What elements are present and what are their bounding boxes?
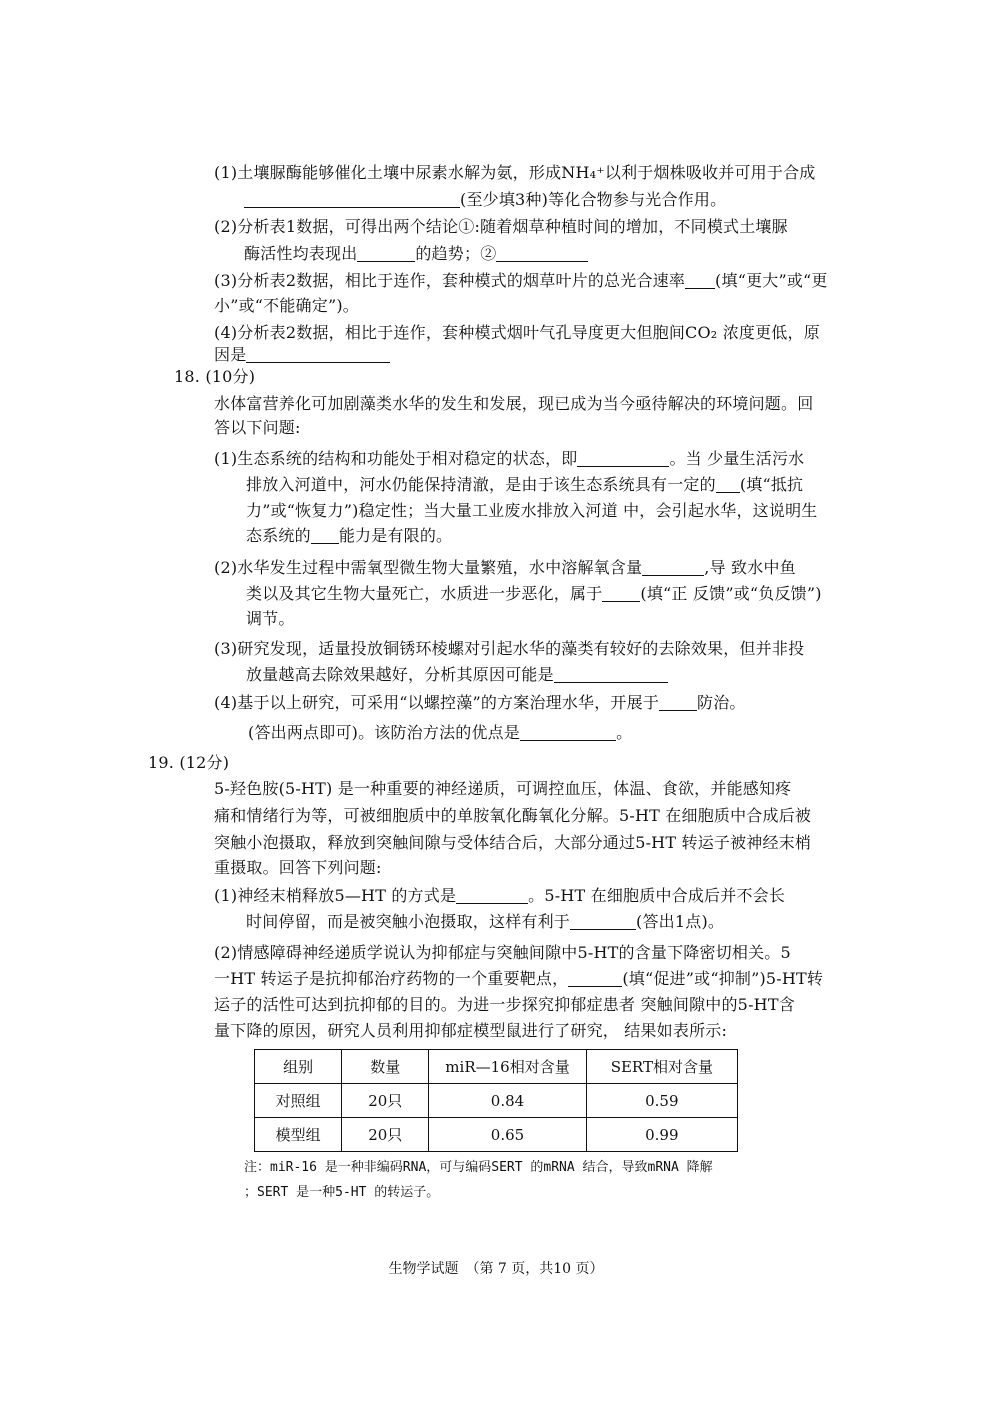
answer-blank[interactable] <box>311 527 339 544</box>
q19-part1-line1 <box>214 885 785 907</box>
text: (1)生态系统的结构和功能处于相对稳定的状态，即 <box>214 449 578 468</box>
text: 。5-HT 在细胞质中合成后并不会长 <box>528 886 786 905</box>
table-header-row <box>255 1050 738 1084</box>
answer-blank[interactable] <box>520 724 616 741</box>
text: 的趋势；② <box>415 244 497 263</box>
q17-part1-line1: (1)土壤脲酶能够催化土壤中尿素水解为氨，形成NH₄⁺以利于烟株吸收并可用于合成 <box>214 163 816 182</box>
q19-intro-line3: 突触小泡摄取，释放到突触间隙与受体结合后，大部分通过5-HT 转运子被神经末梢 <box>214 833 812 852</box>
q18-part2-line3: 调节。 <box>246 609 295 628</box>
table-header-cell: 组别 <box>255 1050 342 1084</box>
table-cell: 0.84 <box>429 1084 586 1118</box>
answer-blank[interactable] <box>246 346 390 363</box>
answer-blank[interactable] <box>685 272 715 289</box>
text: 防治。 <box>697 693 746 712</box>
text: 时间停留，而是被突触小泡摄取，这样有利于 <box>246 912 571 931</box>
q18-part1-line3: 力”或“恢复力”)稳定性；当大量工业废水排放入河道 中，会引起水华，这说明生 <box>246 501 818 520</box>
q18-intro-line1: 水体富营养化可加剧藻类水华的发生和发展，现已成为当今亟待解决的环境问题。回 <box>214 394 814 413</box>
q17-part3-line2: 小”或“不能确定”)。 <box>214 296 359 315</box>
text: (3)分析表2数据，相比于连作，套种模式的烟草叶片的总光合速率 <box>214 271 686 290</box>
text: 酶活性均表现出 <box>244 244 358 263</box>
text: 排放入河道中，河水仍能保持清澈，是由于该生态系统具有一定的 <box>246 475 716 494</box>
q19-part1-line2 <box>246 911 724 933</box>
table-cell: 0.65 <box>429 1118 586 1152</box>
text: (填“促进”或“抑制”)5-HT转 <box>622 969 824 988</box>
table-row <box>255 1118 738 1152</box>
q19-intro-line1: 5-羟色胺(5-HT) 是一种重要的神经递质，可调控血压，体温、食欲，并能感知疼 <box>214 779 792 798</box>
question-19-header: 19. (12分) <box>148 753 230 772</box>
text: 一HT 转运子是抗抑郁治疗药物的一个重要靶点， <box>214 969 569 988</box>
results-table <box>254 1049 738 1152</box>
table-note-line2: ；SERT 是一种5-HT 的转运子。 <box>244 1185 440 1200</box>
q18-part1-line4 <box>246 525 452 547</box>
q17-part4-line2 <box>214 344 390 366</box>
q18-part2-line1 <box>214 557 796 579</box>
answer-blank[interactable] <box>496 245 588 262</box>
q19-intro-line4: 重摄取。回答下列问题: <box>214 858 382 877</box>
table-cell: 20只 <box>342 1118 429 1152</box>
text: (4)基于以上研究，可采用“以螺控藻”的方案治理水华，开展于 <box>214 693 660 712</box>
table-cell: 模型组 <box>255 1118 342 1152</box>
table-cell: 对照组 <box>255 1084 342 1118</box>
text: (至少填3种)等化合物参与光合作用。 <box>460 190 727 209</box>
q19-intro-line2: 痛和情绪行为等，可被细胞质中的单胺氧化酶氧化分解。5-HT 在细胞质中合成后被 <box>214 806 812 825</box>
text: 放量越高去除效果越好，分析其原因可能是 <box>246 665 554 684</box>
text: 。 <box>616 723 633 742</box>
text: (答出两点即可)。该防治方法的优点是 <box>248 723 521 742</box>
q18-part1-line2 <box>246 474 803 496</box>
text: (答出1点)。 <box>636 912 725 931</box>
table-cell: 0.59 <box>586 1084 737 1118</box>
q17-part3-line1 <box>214 270 828 292</box>
q19-part2-line2 <box>214 968 823 990</box>
table-header-cell: SERT相对含量 <box>586 1050 737 1084</box>
table-cell: 0.99 <box>586 1118 737 1152</box>
q19-part2-line4: 量下降的原因，研究人员利用抑郁症模型鼠进行了研究， 结果如表所示: <box>214 1021 728 1040</box>
text: (填“抵抗 <box>739 475 804 494</box>
answer-blank[interactable] <box>456 887 528 904</box>
text: 。当 少量生活污水 <box>669 449 805 468</box>
q18-part4-line2 <box>248 722 632 744</box>
q18-part4-line1 <box>214 692 746 714</box>
q18-part3-line2 <box>246 664 668 686</box>
q19-part2-line3: 运子的活性可达到抗抑郁的目的。为进一步探究抑郁症患者 突触间隙中的5-HT含 <box>214 995 795 1014</box>
answer-blank[interactable] <box>554 666 668 683</box>
table-note-line1: 注：miR-16 是一种非编码RNA，可与编码SERT 的mRNA 结合，导致mRNA 降解 <box>244 1160 713 1175</box>
q18-part1-line1 <box>214 448 804 470</box>
q17-part4-line1: (4)分析表2数据，相比于连作，套种模式烟叶气孔导度更大但胞间CO₂ 浓度更低，原 <box>214 323 820 342</box>
answer-blank[interactable] <box>570 913 636 930</box>
text: 态系统的 <box>246 526 311 545</box>
text: 类以及其它生物大量死亡，水质进一步恶化，属于 <box>246 584 603 603</box>
text: (2)水华发生过程中需氧型微生物大量繁殖，水中溶解氧含量 <box>214 558 643 577</box>
text: ,导 致水中鱼 <box>704 558 796 577</box>
text: (填“正 反馈”或“负反馈”) <box>640 584 822 603</box>
table-header-cell: 数量 <box>342 1050 429 1084</box>
q18-intro-line2: 答以下问题: <box>214 418 301 437</box>
text: (1)神经末梢释放5—HT 的方式是 <box>214 886 457 905</box>
q18-part3-line1: (3)研究发现，适量投放铜锈环棱螺对引起水华的藻类有较好的去除效果，但并非投 <box>214 639 805 658</box>
table-header-cell: miR—16相对含量 <box>429 1050 586 1084</box>
q17-part2-line2 <box>244 243 588 265</box>
text: 能力是有限的。 <box>338 526 453 545</box>
text: 因是 <box>214 345 247 364</box>
answer-blank[interactable] <box>357 245 415 262</box>
text: (填“更大”或“更 <box>715 271 828 290</box>
page-footer: 生物学试题 （第 7 页，共10 页） <box>388 1261 604 1277</box>
question-18-header: 18. (10分) <box>174 367 256 386</box>
q17-part1-line2 <box>244 189 726 211</box>
answer-blank[interactable] <box>244 191 460 208</box>
answer-blank[interactable] <box>642 559 704 576</box>
table-row <box>255 1084 738 1118</box>
answer-blank[interactable] <box>577 450 669 467</box>
q18-part2-line2 <box>246 583 822 605</box>
answer-blank[interactable] <box>568 970 622 987</box>
q19-part2-line1: (2)情感障碍神经递质学说认为抑郁症与突触间隙中5-HT的含量下降密切相关。5 <box>214 943 791 962</box>
q17-part2-line1: (2)分析表1数据，可得出两个结论①:随着烟草种植时间的增加，不同模式土壤脲 <box>214 217 788 236</box>
answer-blank[interactable] <box>716 476 740 493</box>
answer-blank[interactable] <box>602 585 640 602</box>
table-cell: 20只 <box>342 1084 429 1118</box>
answer-blank[interactable] <box>659 694 697 711</box>
